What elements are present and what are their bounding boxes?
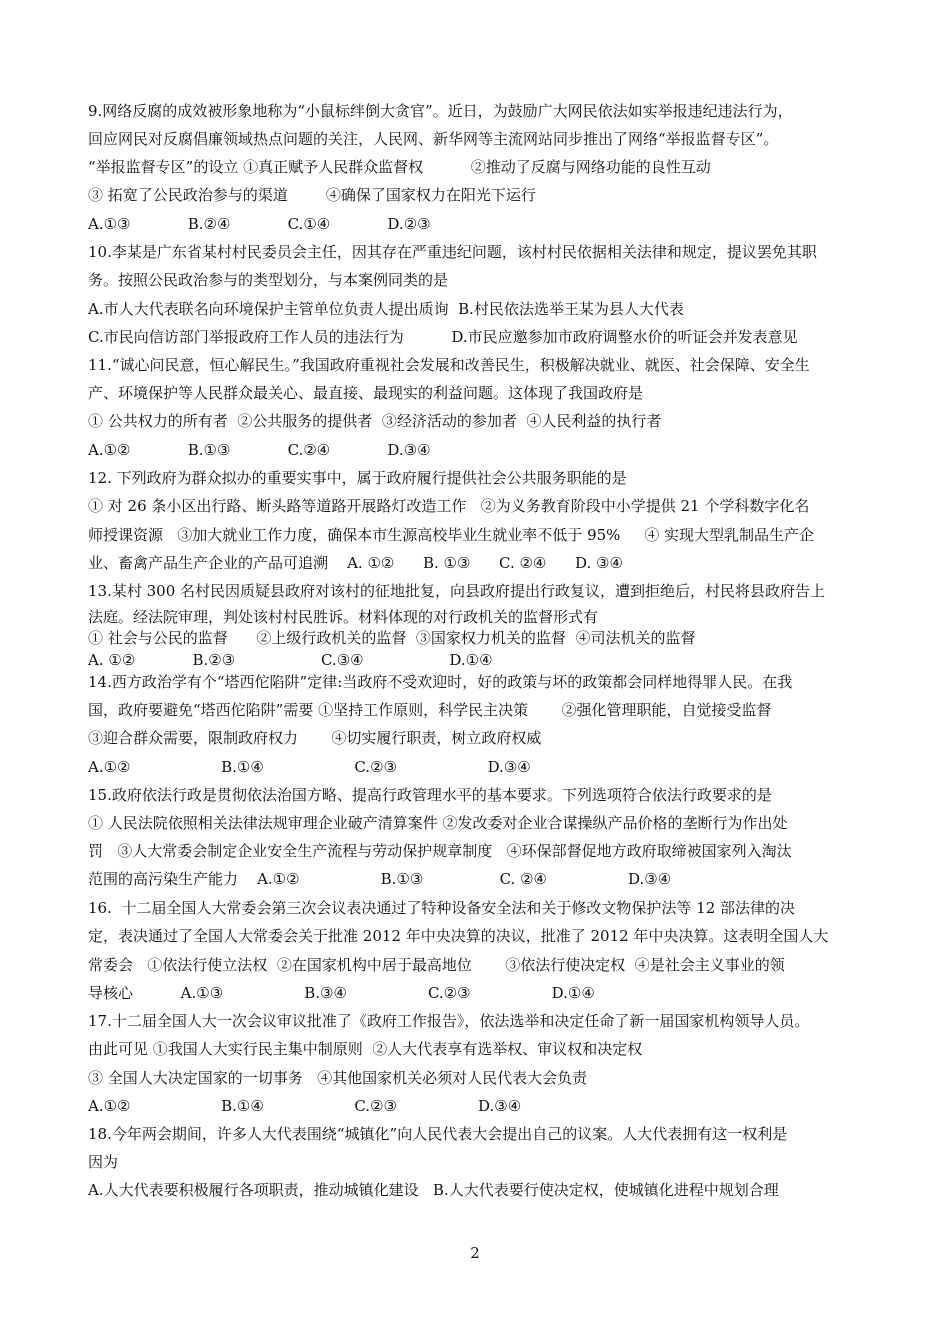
- text-line: 务。按照公民政治参与的类型划分，与本案例同类的是: [88, 271, 449, 289]
- text-line: “举报监督专区”的设立 ①真正赋予人民群众监督权 ②推动了反腐与网络功能的良性互动: [88, 158, 711, 176]
- text-line: ③ 拓宽了公民政治参与的渠道 ④确保了国家权力在阳光下运行: [88, 186, 536, 204]
- text-line: 13.某村 300 名村民因质疑县政府对该村的征地批复，向县政府提出行政复议，遭到拒绝后，村民将县政府告上: [88, 582, 826, 600]
- text-line: 17.十二届全国人大一次会议审议批准了《政府工作报告》，依法选举和决定任命了新一届国家机构领导人员。: [88, 1012, 810, 1030]
- text-line: 业、畜禽产品生产企业的产品可追溯 A. ①② B. ①③ C. ②④ D. ③④: [88, 554, 623, 572]
- text-line: ① 公共权力的所有者 ②公共服务的提供者 ③经济活动的参加者 ④人民利益的执行者: [88, 412, 662, 430]
- text-line: ③迎合群众需要，限制政府权力 ④切实履行职责，树立政府权威: [88, 729, 542, 747]
- text-line: 由此可见 ①我国人大实行民主集中制原则 ②人大代表享有选举权、审议权和决定权: [88, 1040, 643, 1058]
- text-line: 回应网民对反腐倡廉领域热点问题的关注，人民网、新华网等主流网站同步推出了网络“举报监督专区”。: [88, 130, 779, 148]
- text-line: 10.李某是广东省某村村民委员会主任，因其存在严重违纪问题，该村村民依据相关法律和规定，提议罢免其职: [88, 243, 817, 261]
- text-line: A.①③ B.②④ C.①④ D.②③: [88, 215, 431, 233]
- text-line: A.①② B.①④ C.②③ D.③④: [88, 1097, 522, 1115]
- text-line: 12. 下列政府为群众拟办的重要实事中，属于政府履行提供社会公共服务职能的是: [88, 469, 627, 487]
- text-line: ① 对 26 条小区出行路、断头路等道路开展路灯改造工作 ②为义务教育阶段中小学提供 21 个学科数字化名: [88, 497, 810, 515]
- text-line: 18.今年两会期间，许多人大代表围绕“城镇化”向人民代表大会提出自己的议案。人大代表拥有这一权利是: [88, 1125, 788, 1143]
- text-line: 15.政府依法行政是贯彻依法治国方略、提高行政管理水平的基本要求。下列选项符合依法行政要求的是: [88, 786, 772, 804]
- text-line: 常委会 ①依法行使立法权 ②在国家机构中居于最高地位 ③依法行使决定权 ④是社会主义事业的领: [88, 956, 785, 974]
- text-line: A.①② B.①④ C.②③ D.③④: [88, 758, 531, 776]
- text-line: 定，表决通过了全国人大常委会关于批准 2012 年中央决算的决议，批准了 2012 年中央决算。这表明全国人大: [88, 927, 829, 945]
- text-line: A.①② B.①③ C.②④ D.③④: [88, 441, 431, 459]
- text-line: 范围的高污染生产能力 A.①② B.①③ C. ②④ D.③④: [88, 870, 672, 888]
- text-line: 罚 ③人大常委会制定企业安全生产流程与劳动保护规章制度 ④环保部督促地方政府取缔被国家列入淘汰: [88, 842, 792, 860]
- text-line: ① 人民法院依照相关法律法规审理企业破产清算案件 ②发改委对企业合谋操纵产品价格的垄断行为作出处: [88, 814, 788, 832]
- text-line: ③ 全国人大决定国家的一切事务 ④其他国家机关必须对人民代表大会负责: [88, 1069, 588, 1087]
- text-line: 产、环境保护等人民群众最关心、最直接、最现实的利益问题。这体现了我国政府是: [88, 384, 644, 402]
- text-line: 16. 十二届全国人大常委会第三次会议表决通过了特种设备安全法和关于修改文物保护法等 12 部法律的决: [88, 899, 796, 917]
- text-line: 法庭。经法院审理，判处该村村民胜诉。材料体现的对行政机关的监督形式有: [88, 608, 599, 626]
- text-line: 11.“诚心问民意，恒心解民生。”我国政府重视社会发展和改善民生，积极解决就业、就医、社会保障、安全生: [88, 356, 810, 374]
- text-line: A.人大代表要积极履行各项职责，推动城镇化建设 B.人大代表要行使决定权，使城镇化进程中规划合理: [88, 1181, 779, 1199]
- text-line: ① 社会与公民的监督 ②上级行政机关的监督 ③国家权力机关的监督 ④司法机关的监督: [88, 629, 696, 647]
- text-line: 因为: [88, 1153, 119, 1171]
- text-line: 师授课资源 ③加大就业工作力度，确保本市生源高校毕业生就业率不低于 95% ④ 实现大型乳制品生产企: [88, 526, 815, 544]
- text-line: 导核心 A.①③ B.③④ C.②③ D.①④: [88, 984, 595, 1002]
- text-line: A.市人大代表联名向环境保护主管单位负责人提出质询 B.村民依法选举王某为县人大代表: [88, 300, 684, 318]
- text-line: 14.西方政治学有个“塔西佗陷阱”定律:当政府不受欢迎时，好的政策与坏的政策都会同样地得罪人民。在我: [88, 673, 793, 691]
- text-line: A. ①② B.②③ C.③④ D.①④: [88, 651, 493, 669]
- page-number: 2: [470, 1244, 480, 1262]
- text-line: 国，政府要避免“塔西佗陷阱”需要 ①坚持工作原则，科学民主决策 ②强化管理职能，自觉接受监督: [88, 701, 772, 719]
- text-line: 9.网络反腐的成效被形象地称为“小鼠标绊倒大贪官”。近日，为鼓励广大网民依法如实举报违纪违法行为，: [88, 102, 793, 120]
- text-line: C.市民向信访部门举报政府工作人员的违法行为 D.市民应邀参加市政府调整水价的听证会并发表意见: [88, 328, 798, 346]
